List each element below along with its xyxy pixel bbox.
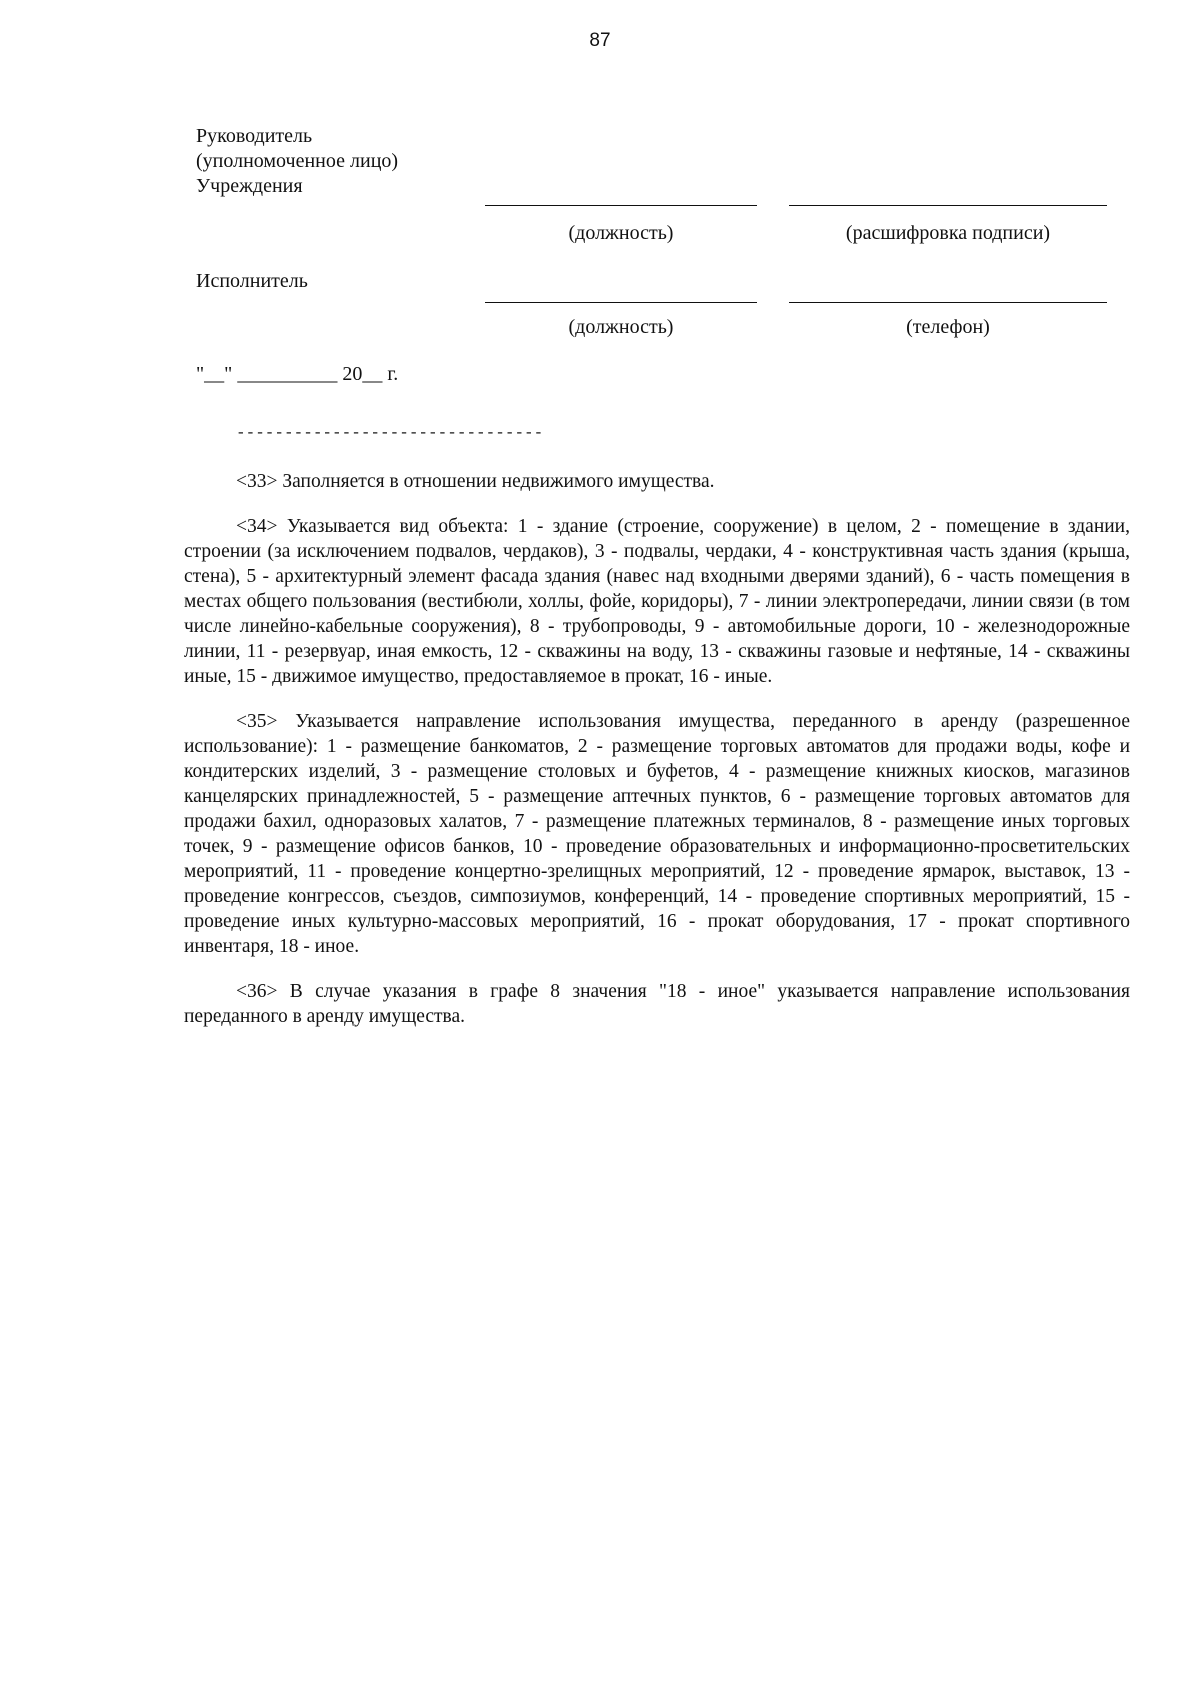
head-position-line <box>485 205 757 206</box>
footnote-34: <34> Указывается вид объекта: 1 - здание (строение, сооружение) в целом, 2 - помещение в здании, строении (за исключением подвалов, чердаков), 3 - подвалы, чердаки, 4 - конструктивная часть здания (крыша, стена), 5 - архитектурный элемент фасада здания (навес над входными дверями зданий), 6 - часть помещения в местах общего пользования (вестибюли, холлы, фойе, коридоры), 7 - линии электропередачи, линии связи (в том числе линейно-кабельные сооружения), 8 - трубопроводы, 9 - автомобильные дороги, 10 - железнодорожные линии, 11 - резервуар, иная емкость, 12 - скважины на воду, 13 - скважины газовые и нефтяные, 14 - скважины иные, 15 - движимое имущество, предоставляемое в прокат, 16 - иные. <box>184 516 1130 687</box>
executor-phone-line <box>789 302 1107 303</box>
executor-phone-caption: (телефон) <box>906 316 990 338</box>
executor-label: Исполнитель <box>196 270 308 292</box>
head-label-line-1: Руководитель <box>196 125 313 147</box>
date-field: "__" __________ 20__ г. <box>196 363 399 385</box>
head-signatory-label <box>196 124 398 199</box>
head-label-line-2: (уполномоченное лицо) <box>196 150 399 172</box>
head-signature-line <box>789 205 1107 206</box>
executor-position-line <box>485 302 757 303</box>
page-number: 87 <box>589 30 611 51</box>
footnote-33: <33> Заполняется в отношении недвижимого имущества. <box>236 471 715 492</box>
head-signature-caption: (расшифровка подписи) <box>845 222 1051 244</box>
head-position-caption: (должность) <box>568 222 674 244</box>
footnote-36: <36> В случае указания в графе 8 значения "18 - иное" указывается направление использования переданного в аренду имущества. <box>184 981 1130 1027</box>
footnote-35: <35> Указывается направление использования имущества, переданного в аренду (разрешенное использование): 1 - размещение банкоматов, 2 - размещение торговых автоматов для продажи воды, кофе и кондитерских изделий, 3 - размещение столовых и буфетов, 4 - размещение книжных киосков, магазинов канцелярских принадлежностей, 5 - размещение аптечных пунктов, 6 - размещение торговых автоматов для продажи бахил, одноразовых халатов, 7 - размещение платежных терминалов, 8 - размещение иных торговых точек, 9 - размещение офисов банков, 10 - проведение образовательных и информационно-просветительских мероприятий, 11 - проведение концертно-зрелищных мероприятий, 12 - проведение ярмарок, выставок, 13 - проведение конгрессов, съездов, симпозиумов, конференций, 14 - проведение спортивных мероприятий, 15 - проведение иных культурно-массовых мероприятий, 16 - прокат оборудования, 17 - прокат спортивного инвентаря, 18 - иное. <box>184 711 1130 957</box>
head-label-line-3: Учреждения <box>196 175 303 197</box>
footnotes <box>184 469 1130 1049</box>
footnote-separator: -------------------------------- <box>236 424 544 442</box>
executor-position-caption: (должность) <box>568 316 674 338</box>
